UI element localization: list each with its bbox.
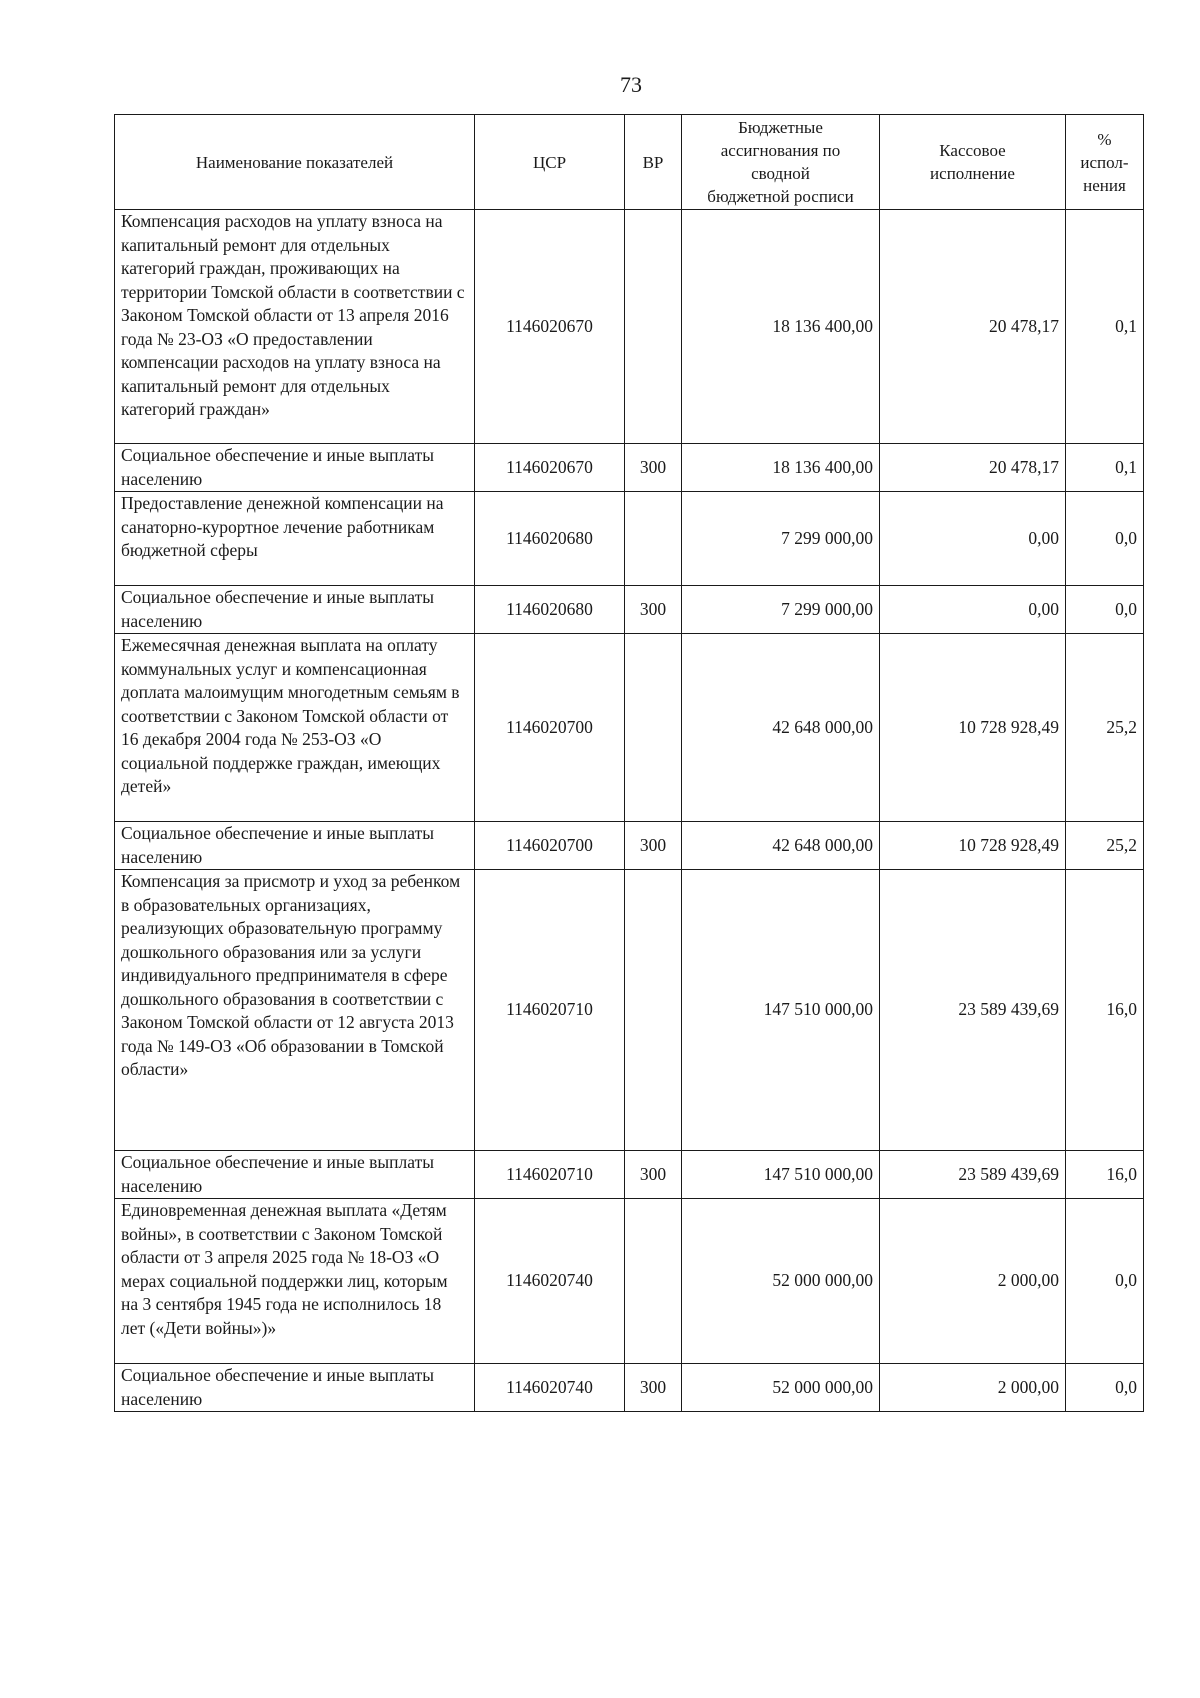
row-name: Социальное обеспечение и иные выплаты населению [115,822,475,870]
header-pct-line1: % [1097,129,1112,149]
row-csr: 1146020680 [475,492,625,586]
row-pct: 16,0 [1066,1151,1144,1199]
row-name: Социальное обеспечение и иные выплаты населению [115,1364,475,1412]
row-vr [625,210,682,444]
table-row [115,822,1144,870]
row-name: Компенсация за присмотр и уход за ребенком в образовательных организациях, реализующих образовательную программу дошкольного образования или за услуги индивидуального предпринимателя в сфере дошкольного образования в соответствии с Законом Томской области от 12 августа 2013 года № 149-ОЗ «Об образовании в Томской области» [115,870,475,1151]
row-vr [625,634,682,822]
row-csr: 1146020740 [475,1364,625,1412]
table-row [115,870,1144,1151]
header-pct [1066,115,1144,210]
row-pct: 0,1 [1066,444,1144,492]
row-pct: 25,2 [1066,822,1144,870]
row-pct: 25,2 [1066,634,1144,822]
header-pct-line2: испол- [1080,152,1129,172]
row-vr [625,492,682,586]
header-budget-line3: сводной [751,164,810,183]
row-cash: 0,00 [880,586,1066,634]
row-pct: 16,0 [1066,870,1144,1151]
table-row [115,586,1144,634]
row-vr: 300 [625,586,682,634]
row-budget: 18 136 400,00 [682,444,880,492]
row-csr: 1146020700 [475,634,625,822]
header-budget [682,115,880,210]
header-budget-line2: ассигнования по [720,141,841,160]
row-budget: 42 648 000,00 [682,822,880,870]
row-pct: 0,0 [1066,492,1144,586]
row-budget: 52 000 000,00 [682,1199,880,1364]
row-name: Компенсация расходов на уплату взноса на капитальный ремонт для отдельных категорий граждан, проживающих на территории Томской области в соответствии с Законом Томской области от 13 апреля 2016 года № 23-ОЗ «О предоставлении компенсации расходов на уплату взноса на капитальный ремонт для отдельных категорий граждан» [115,210,475,444]
row-name: Социальное обеспечение и иные выплаты населению [115,1151,475,1199]
table-row [115,1199,1144,1364]
row-cash: 23 589 439,69 [880,1151,1066,1199]
row-name: Социальное обеспечение и иные выплаты населению [115,444,475,492]
row-pct: 0,0 [1066,586,1144,634]
row-budget: 18 136 400,00 [682,210,880,444]
row-cash: 10 728 928,49 [880,822,1066,870]
header-vr: ВР [625,115,682,210]
row-csr: 1146020740 [475,1199,625,1364]
table-row [115,1151,1144,1199]
row-vr [625,870,682,1151]
row-csr: 1146020670 [475,444,625,492]
row-name: Ежемесячная денежная выплата на оплату коммунальных услуг и компенсационная доплата малоимущим многодетным семьям в соответствии с Законом Томской области от 16 декабря 2004 года № 253-ОЗ «О социальной поддержке граждан, имеющих детей» [115,634,475,822]
row-cash: 0,00 [880,492,1066,586]
row-cash: 10 728 928,49 [880,634,1066,822]
row-vr: 300 [625,444,682,492]
row-pct: 0,1 [1066,210,1144,444]
row-cash: 20 478,17 [880,444,1066,492]
row-pct: 0,0 [1066,1199,1144,1364]
table-row [115,210,1144,444]
table-row [115,1364,1144,1412]
header-pct-line3: нения [1083,175,1126,195]
row-name: Единовременная денежная выплата «Детям войны», в соответствии с Законом Томской области от 3 апреля 2025 года № 18-ОЗ «О мерах социальной поддержки лиц, которым на 3 сентября 1945 года не исполнилось 18 лет («Дети войны»)» [115,1199,475,1364]
row-vr: 300 [625,1364,682,1412]
header-cash-line1: Кассовое [939,141,1006,160]
header-cash [880,115,1066,210]
row-csr: 1146020710 [475,870,625,1151]
row-cash: 2 000,00 [880,1364,1066,1412]
row-cash: 23 589 439,69 [880,870,1066,1151]
table-row [115,492,1144,586]
table-row [115,444,1144,492]
row-cash: 20 478,17 [880,210,1066,444]
row-budget: 7 299 000,00 [682,492,880,586]
page-number: 73 [620,72,642,97]
row-budget: 52 000 000,00 [682,1364,880,1412]
row-budget: 147 510 000,00 [682,1151,880,1199]
row-csr: 1146020680 [475,586,625,634]
header-budget-line4: бюджетной росписи [707,187,854,206]
table-row [115,634,1144,822]
row-vr [625,1199,682,1364]
row-csr: 1146020670 [475,210,625,444]
table-header-row [115,115,1144,210]
header-name: Наименование показателей [115,115,475,210]
row-budget: 42 648 000,00 [682,634,880,822]
row-budget: 7 299 000,00 [682,586,880,634]
header-cash-line2: исполнение [930,164,1015,183]
row-cash: 2 000,00 [880,1199,1066,1364]
budget-execution-table [114,114,1144,1412]
row-pct: 0,0 [1066,1364,1144,1412]
header-csr: ЦСР [475,115,625,210]
row-csr: 1146020710 [475,1151,625,1199]
row-vr: 300 [625,822,682,870]
row-budget: 147 510 000,00 [682,870,880,1151]
row-name: Социальное обеспечение и иные выплаты населению [115,586,475,634]
row-name: Предоставление денежной компенсации на санаторно-курортное лечение работникам бюджетной сферы [115,492,475,586]
header-budget-line1: Бюджетные [738,118,823,137]
row-vr: 300 [625,1151,682,1199]
row-csr: 1146020700 [475,822,625,870]
